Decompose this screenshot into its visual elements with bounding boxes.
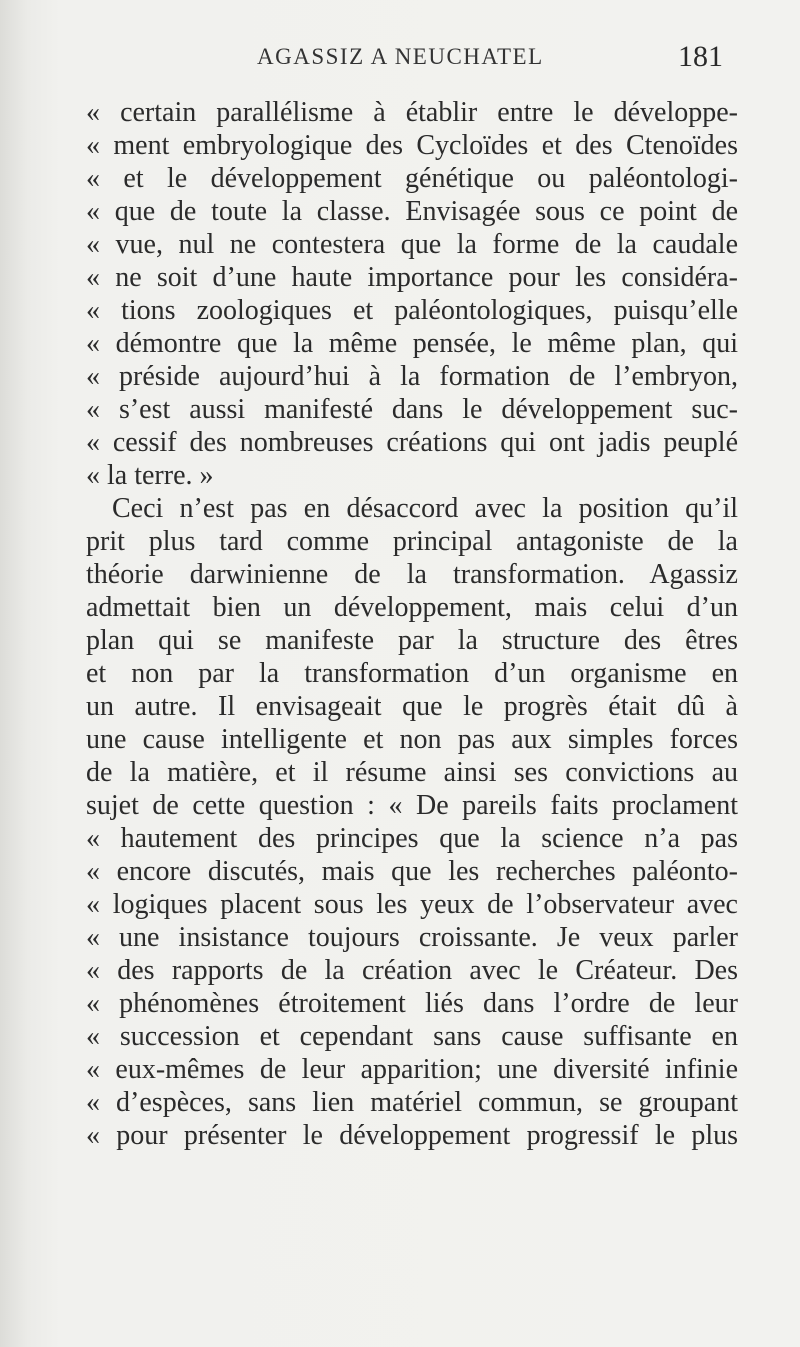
paragraph-start-line: Ceci n’est pas en désaccord avec la position qu’il [112,493,738,524]
text-line: « préside aujourd’hui à la formation de l’embryon, [86,361,738,392]
text-line: admettait bien un développement, mais celui d’un [86,592,738,623]
running-head: AGASSIZ A NEUCHATEL [257,44,544,69]
text-line: « pour présenter le développement progressif le plus [86,1120,738,1151]
text-line: « vue, nul ne contestera que la forme de la caudale [86,229,738,260]
text-line: « une insistance toujours croissante. Je veux parler [86,922,738,953]
text-line: « démontre que la même pensée, le même plan, qui [86,328,738,359]
text-line: « s’est aussi manifesté dans le développement suc- [86,394,738,425]
text-line: de la matière, et il résume ainsi ses convictions au [86,757,738,788]
text-line: « que de toute la classe. Envisagée sous ce point de [86,196,738,227]
text-line: un autre. Il envisageait que le progrès était dû à [86,691,738,722]
text-line: « ment embryologique des Cycloïdes et des Ctenoïdes [86,130,738,161]
text-line: théorie darwinienne de la transformation. Agassiz [86,559,738,590]
text-line: « d’espèces, sans lien matériel commun, se groupant [86,1087,738,1118]
text-line: « phénomènes étroitement liés dans l’ordre de leur [86,988,738,1019]
text-line: « hautement des principes que la science n’a pas [86,823,738,854]
text-line: « ne soit d’une haute importance pour les considéra- [86,262,738,293]
text-line: une cause intelligente et non pas aux simples forces [86,724,738,755]
page-number: 181 [678,40,723,73]
text-line: « et le développement génétique ou paléontologi- [86,163,738,194]
text-line: « tions zoologiques et paléontologiques, puisqu’elle [86,295,738,326]
text-line: sujet de cette question : « De pareils faits proclament [86,790,738,821]
text-line: et non par la transformation d’un organisme en [86,658,738,689]
body-text [86,96,738,1152]
text-line: prit plus tard comme principal antagoniste de la [86,526,738,557]
text-line: « encore discutés, mais que les recherches paléonto- [86,856,738,887]
text-line: « des rapports de la création avec le Créateur. Des [86,955,738,986]
text-line: « cessif des nombreuses créations qui ont jadis peuplé [86,427,738,458]
text-line: « logiques placent sous les yeux de l’observateur avec [86,889,738,920]
page-header [0,40,800,80]
text-line: plan qui se manifeste par la structure des êtres [86,625,738,656]
text-line: « succession et cependant sans cause suffisante en [86,1021,738,1052]
text-line: « la terre. » [86,460,214,491]
text-line: « certain parallélisme à établir entre le développe- [86,97,738,128]
text-line: « eux-mêmes de leur apparition; une diversité infinie [86,1054,738,1085]
